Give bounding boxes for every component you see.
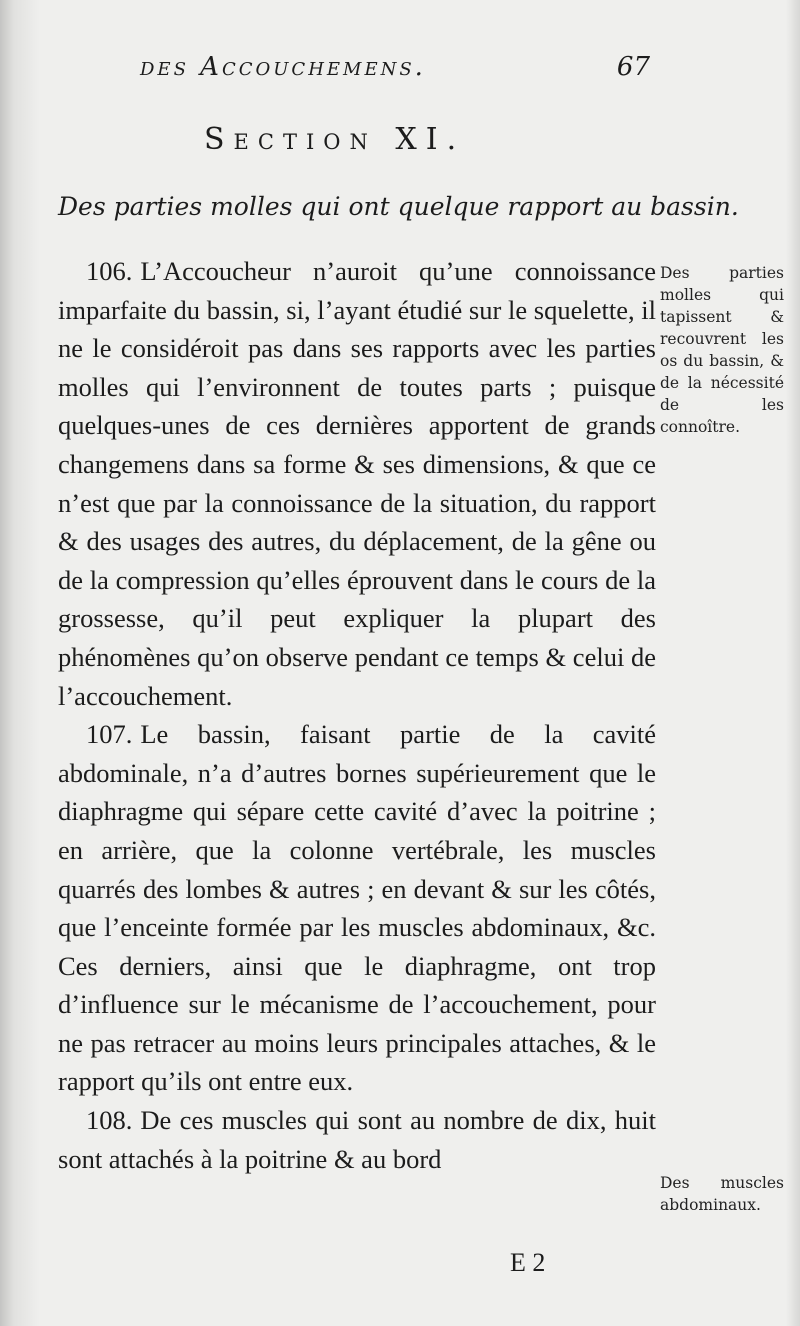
paragraph-number: 106. [86, 256, 133, 286]
paragraph-number: 107. [86, 719, 133, 750]
page-number: 67 [616, 52, 650, 82]
section-subtitle: Des parties molles qui ont quelque rapport au bassin. [58, 192, 739, 221]
margin-note-soft-parts: Des parties molles qui tapissent & recouvrent les os du bassin, & de la nécessité de les connoître. [660, 264, 784, 436]
paragraph-108 [58, 1101, 656, 1178]
running-head [140, 52, 660, 92]
paragraph-107 [58, 715, 656, 1101]
paragraph-text: L’Accoucheur n’auroit qu’une connoissance imparfaite du bassin, si, l’ayant étudié sur le squelette, il ne le considéroit pas dans ses rapports avec les parties molles qui l’environnent de toutes parts ; puisque quelques-unes de ces dernières apportent de grands changemens dans sa forme & ses dimensions, & que ce n’est que par la connoissance de la situation, du rapport & des usages des autres, du déplacement, de la gêne ou de la compression qu’elles éprouvent dans le cours de la grossesse, qu’il peut expliquer la plupart des phénomènes qu’on observe pendant ce temps & celui de l’accouchement. [58, 256, 656, 711]
signature-mark: E 2 [510, 1248, 546, 1277]
running-title: des Accouchemens. [140, 52, 426, 82]
paragraph-106 [58, 252, 656, 715]
body-text [58, 252, 656, 1178]
paragraph-text: Le bassin, faisant partie de la cavité abdominale, n’a d’autres bornes supérieurement que le diaphragme qui sépare cette cavité d’avec la poitrine ; en arrière, que la colonne vertébrale, les muscles quarrés des lombes & autres ; en devant & sur les côtés, que l’enceinte formée par les muscles abdominaux, &c. Ces derniers, ainsi que le diaphragme, ont trop d’influence sur le mécanisme de l’accouchement, pour ne pas retracer au moins leurs principales attaches, & le rapport qu’ils ont entre eux. [58, 719, 656, 1097]
section-title: Section XI. [204, 122, 466, 157]
margin-note-abdominal-muscles: Des muscles abdominaux. [660, 1174, 784, 1214]
paragraph-text: De ces muscles qui sont au nombre de dix, huit sont attachés à la poitrine & au bord [58, 1105, 656, 1174]
paragraph-number: 108. [86, 1105, 133, 1136]
